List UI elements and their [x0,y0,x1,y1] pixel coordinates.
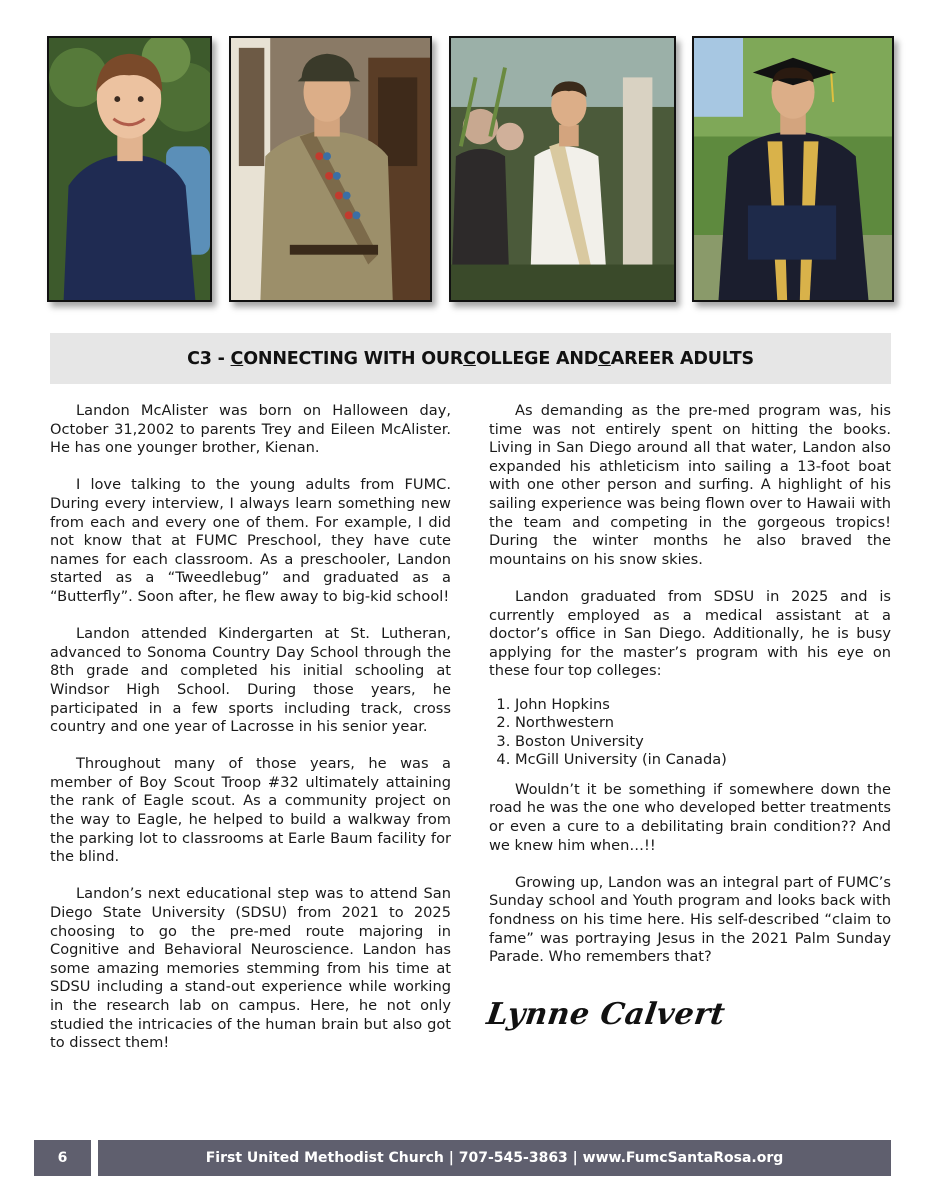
title-part-2: OLLEGE AND [475,348,599,369]
photo-graduation [692,36,894,302]
photo-boy-scout [229,36,432,302]
title-part-3: AREER ADULTS [610,348,754,369]
title-cap-3: C [598,348,611,369]
section-title [50,333,891,384]
right-column [489,402,891,985]
page-number: 6 [34,1140,91,1176]
photo-young-boy [47,36,212,302]
paragraph: I love talking to the young adults from FUMC. During every interview, I always learn something new from each and every one of them. For example, I did not know that at FUMC Preschool, they have cute names for each classroom. As a preschooler, Landon started as a “Tweedlebug” and graduated as a “Butterfly”. Soon after, he flew away to big-kid school! [50,476,451,605]
title-prefix: C3 - [187,348,225,369]
author-signature: Lynne Calvert [484,997,728,1032]
left-column [50,402,451,1071]
title-part-1: ONNECTING WITH OUR [243,348,464,369]
list-item: 1. John Hopkins [515,696,891,715]
list-item: 3. Boston University [515,733,891,752]
paragraph: Landon attended Kindergarten at St. Lutheran, advanced to Sonoma Country Day School through the 8th grade and completed his initial schooling at Windsor High School. During those years, he participated in a few sports including track, cross country and one year of Lacrosse in his senior year. [50,625,451,736]
paragraph: Landon’s next educational step was to attend San Diego State University (SDSU) from 2021 to 2025 choosing to go the pre-med route majoring in Cognitive and Behavioral Neuroscience. Landon has some amazing memories stemming from his time at SDSU including a stand-out experience while working in the research lab on campus. Here, he not only studied the intricacies of the human brain but also got to dissect them! [50,885,451,1052]
list-item: 4. McGill University (in Canada) [515,751,891,770]
footer-contact: First United Methodist Church | 707-545-3863 | www.FumcSantaRosa.org [98,1140,891,1176]
paragraph: Landon McAlister was born on Halloween day, October 31,2002 to parents Trey and Eileen McAlister. He has one younger brother, Kienan. [50,402,451,457]
paragraph: Landon graduated from SDSU in 2025 and is currently employed as a medical assistant at a doctor’s office in San Diego. Additionally, he is busy applying for the master’s program with his eye on these four top colleges: [489,587,891,680]
college-list [489,696,891,770]
palm-sunday-photo-icon [451,38,674,300]
graduation-photo-icon [694,38,892,300]
boy-scout-photo-icon [231,38,430,300]
photo-palm-sunday [449,36,676,302]
title-cap-1: C [230,348,244,369]
paragraph: Throughout many of those years, he was a member of Boy Scout Troop #32 ultimately attaining the rank of Eagle scout. As a community project on the way to Eagle, he helped to build a walkway from the parking lot to classrooms at Earle Baum facility for the blind. [50,755,451,866]
paragraph: As demanding as the pre-med program was, his time was not entirely spent on hitting the books. Living in San Diego around all that water, Landon also expanded his athleticism into sailing a 13-foot boat with one other person and surfing. A highlight of his sailing experience was being flown over to Hawaii with the team and competing in the gorgeous tropics! During the winter months he also braved the mountains on his snow skies. [489,402,891,568]
paragraph: Wouldn’t it be something if somewhere down the road he was the one who developed better treatments or even a cure to a debilitating brain condition?? And we knew him when…!! [489,780,891,854]
title-cap-2: C [463,348,476,369]
list-item: 2. Northwestern [515,714,891,733]
boy-backpack-photo-icon [49,38,210,300]
paragraph: Growing up, Landon was an integral part of FUMC’s Sunday school and Youth program and looks back with fondness on his time here. His self-described “claim to fame” was portraying Jesus in the 2021 Palm Sunday Parade. Who remembers that? [489,873,891,966]
